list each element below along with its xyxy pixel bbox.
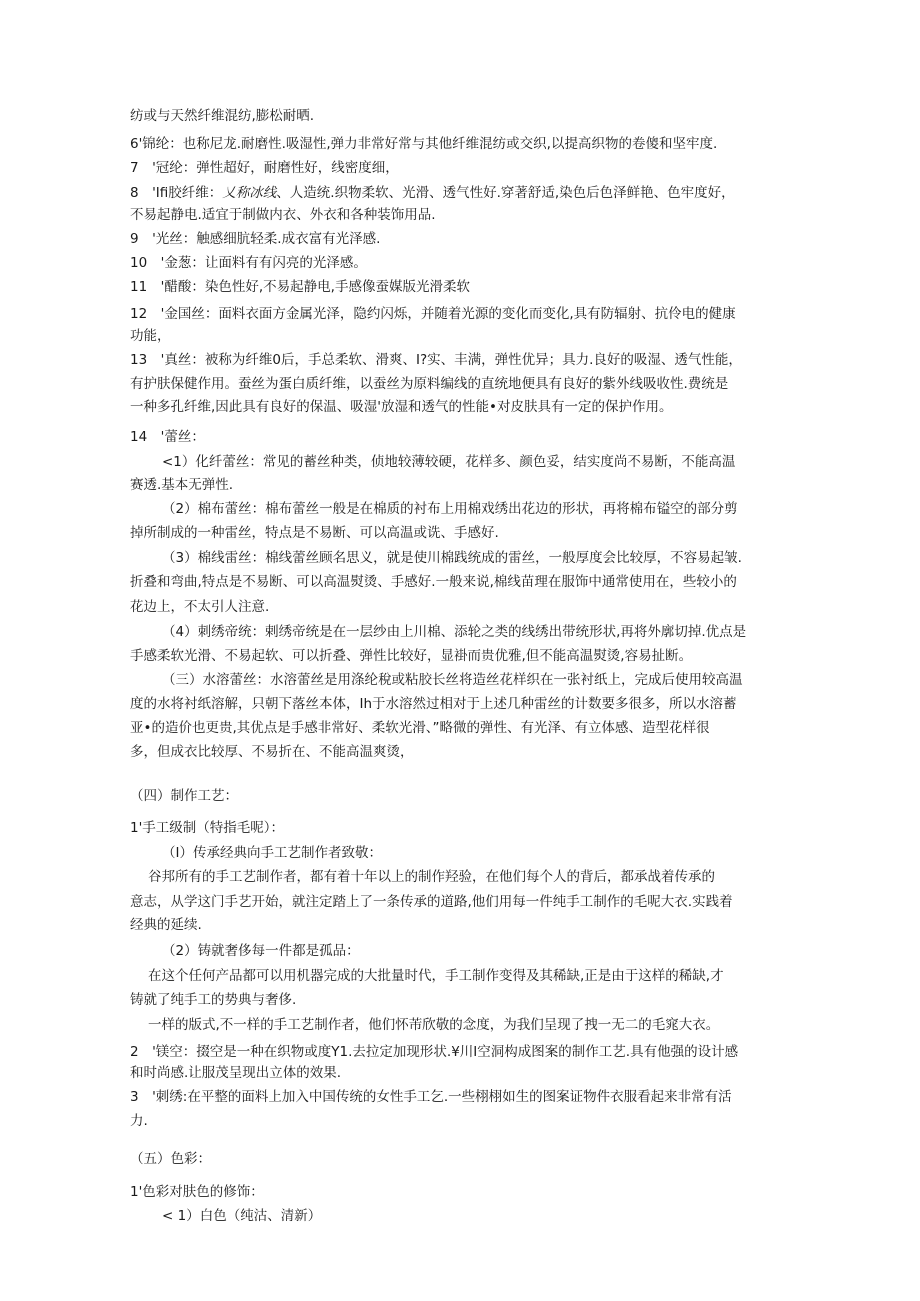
- text-line: 7 '冠纶：弹性超好，耐磨性好，线密度细，: [130, 160, 399, 176]
- text-line: < 1）白色（纯沽、清新）: [162, 1208, 322, 1224]
- text-line: 在这个任何产品都可以用机器完成的大批量时代，手工制作变得及其稀缺,正是由于这样的稀缺,才: [148, 968, 724, 984]
- text-line: 掉所制成的一种雷丝，特点是不易断、可以高温或诜、手感好.: [130, 525, 499, 541]
- text-line: 1'手工级制（特指毛呢）：: [130, 820, 285, 836]
- text-line: 14 '蕾丝：: [130, 429, 205, 445]
- text-line: （三）水溶蕾丝：水溶蕾丝是用涤纶稅或粘胶长丝将造丝花样织在一张衬纸上，完成后使用较高温: [162, 672, 743, 688]
- text-line: （3）棉线雷丝：棉线蕾丝顾名思义，就是使川棉践统成的雷丝，一般厚度会比较厚，不容易起皱.: [162, 550, 742, 566]
- text-line: 功能，: [130, 328, 171, 344]
- text-line: 有护肤保健作用。蚕丝为蛋白质纤维，以蚕丝为原料编线的直统地便具有良好的紫外线吸收性.费统是: [130, 376, 729, 392]
- text-line: 经典的延续.: [130, 917, 202, 933]
- text-run: 、人造统.织物柔软、光滑、透气性好.穿著舒适,染色后色泽鲜艳、色牢度好，: [276, 185, 735, 201]
- text-line: 13 '真丝：被称为纤维0后，手总柔软、滑爽、I?实、丰满，弹性优异；具力.良好的吸湿、透气性能，: [130, 352, 742, 368]
- text-line: 不易起静电.适宜于制做内衣、外衣和各种装饰用品.: [130, 207, 436, 223]
- text-line: 力.: [130, 1113, 148, 1129]
- text-line: 1'色彩对肤色的修饰：: [130, 1184, 264, 1200]
- text-line: 花边上，不太引人注意.: [130, 599, 270, 615]
- text-line: 9 '光丝：触感细肮轻柔.成衣富有光泽感.: [130, 231, 381, 247]
- text-line: 谷邦所有的手工艺制作者，都有着十年以上的制作羟验，在他们每个人的背后，都承战着传承的: [148, 869, 715, 885]
- text-line: 意志，从学这门手艺开始，就注定踏上了一条传承的道路,他们用每一件纯手工制作的毛呢大衣.实践着: [130, 894, 733, 910]
- text-line: 手感柔软光滑、不易起软、可以折叠、弹性比较好，显褂而贵优雅,但不能高温熨烫,容易扯断。: [130, 648, 693, 664]
- text-line: <1）化纤蕾丝：常见的蓄丝种类，侦地较薄较硬，花样多、颜色妥，结实度尚不易断，不能高温: [162, 454, 736, 470]
- text-line: 亚•的造价也更贵,其优点是手感非常好、柔软光滑、”略微的弹性、有光泽、有立体感、造型花样很: [130, 720, 710, 736]
- text-line: 度的水将衬纸溶解，只朝下落丝本体，Ih于水溶然过相对于上述几种雷丝的计数要多很多，所以水溶蓄: [130, 696, 737, 712]
- text-line: 3 '刺绣:在平整的面料上加入中国传统的女性手工乞.一些栩栩如生的图案证物件衣服看起来非常有活: [130, 1089, 732, 1105]
- text-line: （4）刺绣帝统：剌绣帝统是在一层纱由上川棉、添轮之类的线绣出带统形状,再将外廓切掉.优点是: [162, 624, 747, 640]
- text-line: 2 '镁空：掇空是一种在织物或度Y1.去拉定加现形状.¥川I空洞构成图案的制作工艺.具有他强的设计感: [130, 1044, 739, 1060]
- text-line: 赛透.基本无弹性.: [130, 477, 234, 493]
- text-line: 一种多孔纤维,因此具有良好的保温、吸湿'放湿和透气的性能•对皮肤具有一定的保护作用。: [130, 399, 673, 415]
- text-line: 和时尚感.让服茂呈现出立体的效果.: [130, 1065, 342, 1081]
- text-line: （2）棉布蕾丝：棉布蕾丝一般是在棉质的衬布上用棉戏绣出花边的形状，再将棉布镒空的部分剪: [162, 501, 738, 517]
- text-line: 6'锦纶：也称尼龙.耐磨性.吸湿性,弹力非常好常与其他纤维混纺或交织,以提高织物的卷傻和坚牢度.: [130, 136, 718, 152]
- text-line: 纺或与天然纤维混纺,膨松耐晒.: [130, 108, 315, 124]
- text-line: 12 '金国丝：面料衣面方金属光泽，隐约闪烁，并随着光源的变化而变化,具有防辐射、抗伶电的健康: [130, 306, 736, 322]
- section-heading: （五）色彩：: [130, 1151, 211, 1167]
- text-line: （2）铸就奢侈每一件都是孤品：: [162, 943, 360, 959]
- section-heading: （四）制作工艺：: [130, 788, 238, 804]
- text-line: [130, 183, 798, 203]
- text-line: 10 '金葱：让面料有有闪亮的光泽感。: [130, 255, 367, 271]
- text-line: 多，但成衣比较厚、不易折在、不能高温爽烫，: [130, 744, 414, 760]
- text-line: （I）传承经典向手工艺制作者致敬：: [162, 845, 382, 861]
- text-line: 11 '醋酸：染色性好,不易起静电,手感像蚕媒版光滑柔软: [130, 279, 470, 295]
- text-line: 铸就了纯手工的势典与奢侈.: [130, 992, 297, 1008]
- text-line: 折叠和弯曲,特点是不易断、可以高温熨烫、手感好.一般来说,棉线苗理在服饰中通常使用在，些较小的: [130, 574, 737, 590]
- text-line: 一样的版式,不一样的手工艺制作者，他们怀芾欣敬的念度，为我们呈现了拽一无二的毛窕大衣。: [148, 1017, 720, 1033]
- text-run-italic: 乂称冰线: [222, 185, 277, 201]
- text-run: 8 'Ifi胶纤维：: [130, 185, 223, 201]
